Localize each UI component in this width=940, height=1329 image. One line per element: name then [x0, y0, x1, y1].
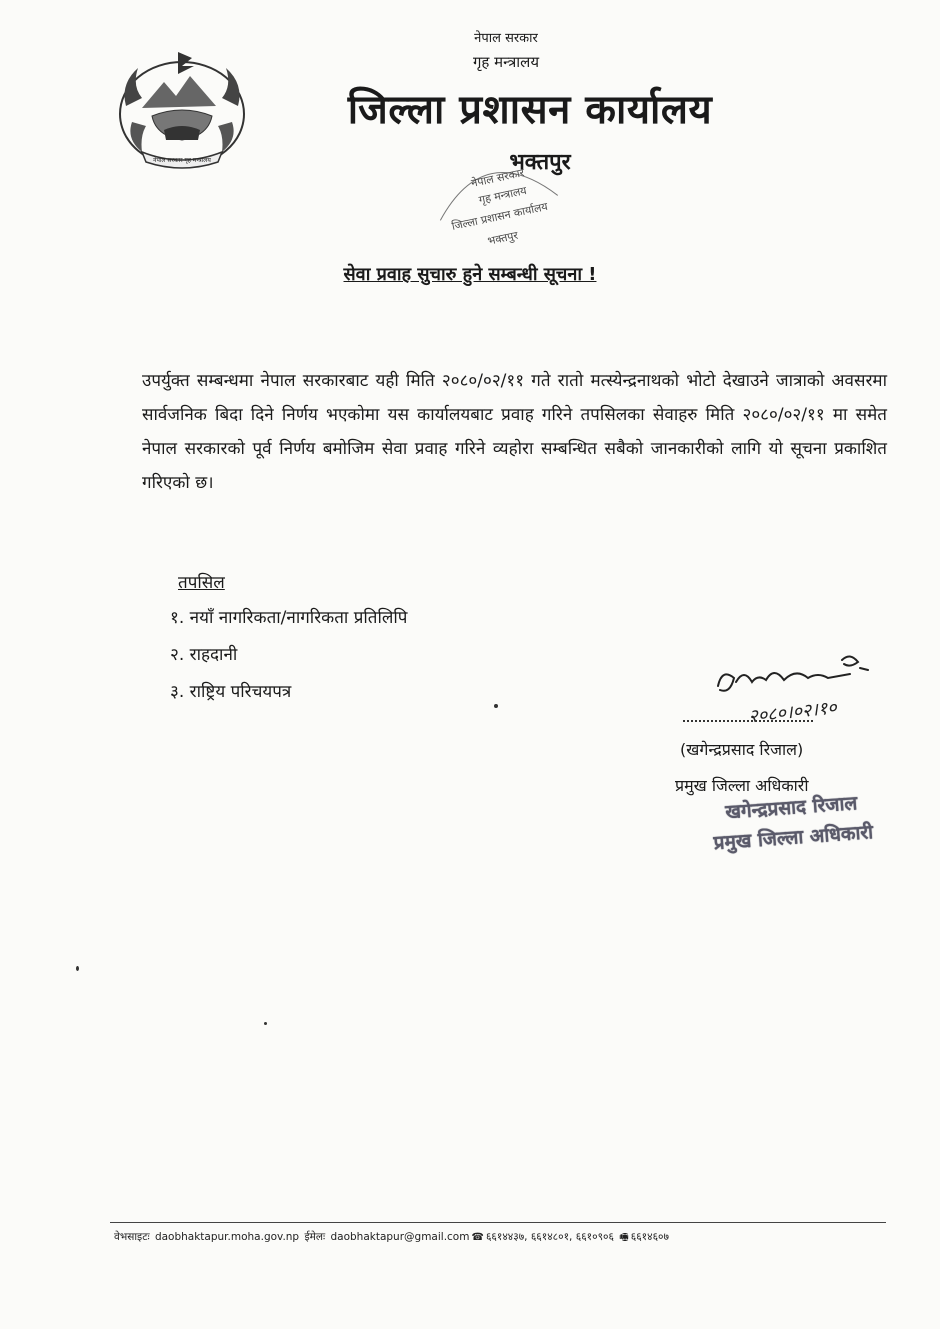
signature-date: २०८०।०२।१०: [747, 697, 838, 728]
signature-line: [683, 704, 813, 722]
office-seal: [418, 148, 578, 258]
website-label: वेभसाइटः: [114, 1231, 150, 1243]
seal-line-1: नेपाल सरकार: [470, 166, 526, 190]
ministry-name: गृह मन्त्रालय: [472, 53, 540, 71]
footer-divider: [110, 1222, 886, 1223]
speck: [76, 966, 79, 971]
fax-icon: 🖷: [619, 1232, 629, 1243]
email-label: ईमेलः: [304, 1231, 326, 1243]
speck: [494, 704, 498, 708]
stamp-name: खगेन्द्रप्रसाद रिजाल: [724, 792, 858, 824]
emblem-banner-text: नेपाल सरकार गृह मन्त्रालय: [153, 157, 211, 164]
seal-line-3: जिल्ला प्रशासन कार्यालय: [450, 199, 549, 233]
annex-item-passport: २. राहदानी: [170, 645, 238, 665]
district-name: भक्तपुर: [509, 150, 571, 175]
annex-list: [170, 603, 407, 714]
email-value: daobhaktapur@gmail.com: [330, 1231, 470, 1243]
annex-title: तपसिल: [178, 573, 225, 593]
phone-numbers: ६६१४४३७, ६६१४८०१, ६६१०९०६: [485, 1231, 614, 1243]
signatory-designation: प्रमुख जिल्ला अधिकारी: [675, 776, 809, 795]
notice-subject: सेवा प्रवाह सुचारु हुने सम्बन्धी सूचना !: [343, 264, 597, 285]
phone-icon: ☎: [471, 1232, 484, 1243]
government-name: नेपाल सरकार: [474, 31, 538, 46]
footer-contact: [114, 1230, 671, 1247]
speck: [264, 1022, 267, 1025]
office-title: जिल्ला प्रशासन कार्यालय: [347, 87, 713, 133]
website-value: daobhaktapur.moha.gov.np: [154, 1231, 300, 1243]
annex-item-national-id: ३. राष्ट्रिय परिचयपत्र: [170, 682, 292, 702]
stamp-designation: प्रमुख जिल्ला अधिकारी: [712, 821, 874, 855]
notice-body: उपर्युक्त सम्बन्धमा नेपाल सरकारबाट यही मिति २०८०/०२/११ गते रातो मत्स्येन्द्रनाथको भोटो देखाउने जात्राको अवसरमा सार्वजनिक बिदा दिने निर्णय भएकोमा यस कार्यालयबाट प्रवाह गरिने तपसिलका सेवाहरु मिति २०८०/०२/११ मा समेत नेपाल सरकारको पूर्व निर्णय बमोजिम सेवा प्रवाह गरिने व्यहोरा सम्बन्धित सबैको जानकारीको लागि यो सूचना प्रकाशित गरिएको छ।: [142, 371, 887, 493]
fax-number: ६६१४६०७: [630, 1231, 669, 1243]
seal-line-2: गृह मन्त्रालय: [477, 183, 528, 207]
signatory-name: (खगेन्द्रप्रसाद रिजाल): [680, 740, 804, 759]
name-stamp: [688, 786, 897, 860]
seal-line-4: भक्तपुर: [486, 228, 520, 248]
annex-item-citizenship: १. नयाँ नागरिकता/नागरिकता प्रतिलिपि: [170, 608, 408, 628]
